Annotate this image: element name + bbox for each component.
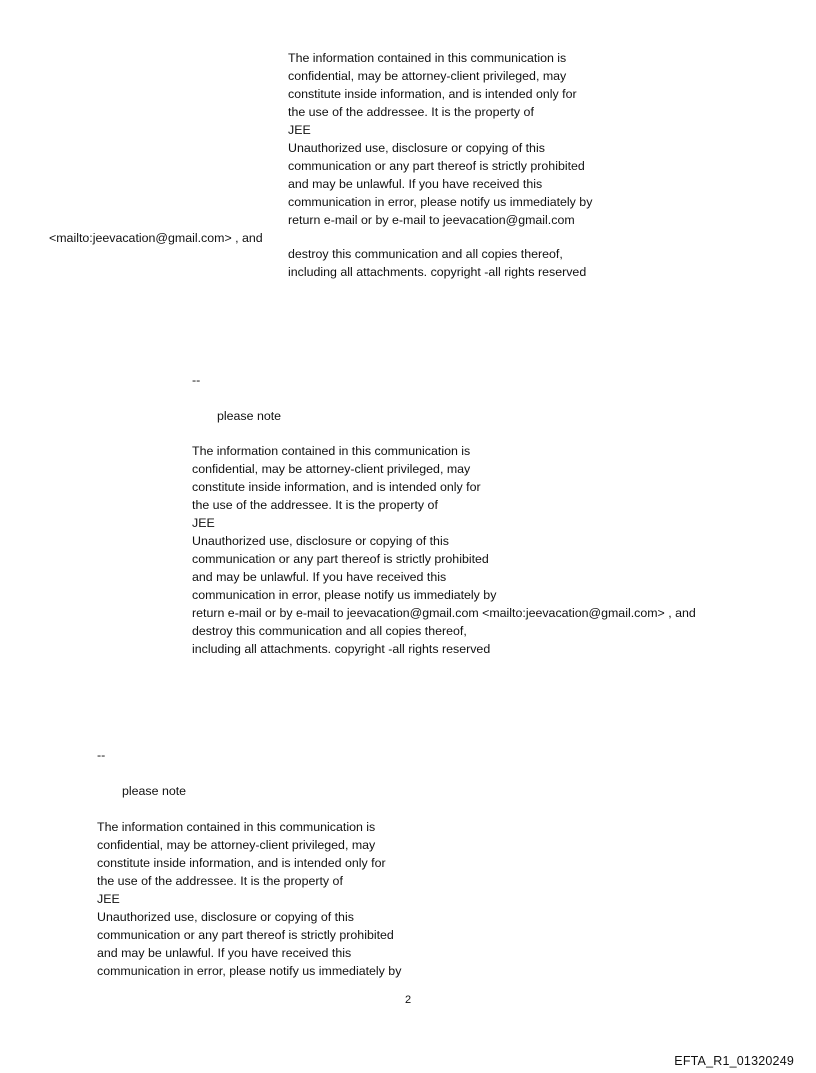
notice-line: including all attachments. copyright -all rights reserved [288,265,587,279]
notice-line: communication or any part thereof is strictly prohibited [97,928,394,942]
notice-line: communication in error, please notify us immediately by [288,195,593,209]
notice-line: The information contained in this communication is [288,51,567,65]
notice-line: the use of the addressee. It is the property of [288,105,534,119]
notice-line: constitute inside information, and is intended only for [97,856,386,870]
notice-line: the use of the addressee. It is the property of [192,498,438,512]
please-note-heading: please note [217,409,282,423]
notice-line: communication in error, please notify us immediately by [97,964,402,978]
notice-line: JEE [97,892,120,906]
notice-line: communication or any part thereof is strictly prohibited [288,159,585,173]
separator-dashes: -- [192,373,201,387]
notice-line: constitute inside information, and is intended only for [288,87,577,101]
mailto-link-text: <mailto:jeevacation@gmail.com> , and [49,231,263,245]
notice-line: Unauthorized use, disclosure or copying of this [97,910,354,924]
notice-line: and may be unlawful. If you have received this [288,177,543,191]
notice-line: and may be unlawful. If you have received this [97,946,352,960]
confidentiality-notice-1-end [288,245,586,281]
separator-dashes: -- [97,748,106,762]
notice-line: confidential, may be attorney-client privileged, may [288,69,567,83]
notice-line: return e-mail or by e-mail to jeevacation@gmail.com [288,213,575,227]
notice-line: communication in error, please notify us immediately by [192,588,497,602]
notice-line: The information contained in this communication is [97,820,376,834]
page-number: 2 [404,994,412,1006]
notice-line: constitute inside information, and is intended only for [192,480,481,494]
notice-line: confidential, may be attorney-client privileged, may [97,838,376,852]
notice-line: JEE [288,123,311,137]
confidentiality-notice-3 [97,818,401,998]
notice-line: including all attachments. copyright -all rights reserved [192,642,491,656]
notice-line: Unauthorized use, disclosure or copying of this [192,534,449,548]
notice-line: JEE [192,516,215,530]
notice-line: and may be unlawful. If you have received this [192,570,447,584]
please-note-heading: please note [122,784,187,798]
notice-line [192,658,696,676]
confidentiality-notice-1 [288,49,592,229]
notice-line: the use of the addressee. It is the property of [97,874,343,888]
notice-line: return e-mail or by e-mail to jeevacation@gmail.com <mailto:jeevacation@gmail.com> , and [192,606,696,620]
notice-line: destroy this communication and all copies thereof, [192,624,467,638]
notice-line: Unauthorized use, disclosure or copying of this [288,141,545,155]
bates-number: EFTA_R1_01320249 [674,1054,794,1068]
notice-line: The information contained in this communication is [192,444,471,458]
notice-line: communication or any part thereof is strictly prohibited [192,552,489,566]
notice-line: destroy this communication and all copies thereof, [288,247,563,261]
notice-line: confidential, may be attorney-client privileged, may [192,462,471,476]
confidentiality-notice-2 [192,442,696,676]
